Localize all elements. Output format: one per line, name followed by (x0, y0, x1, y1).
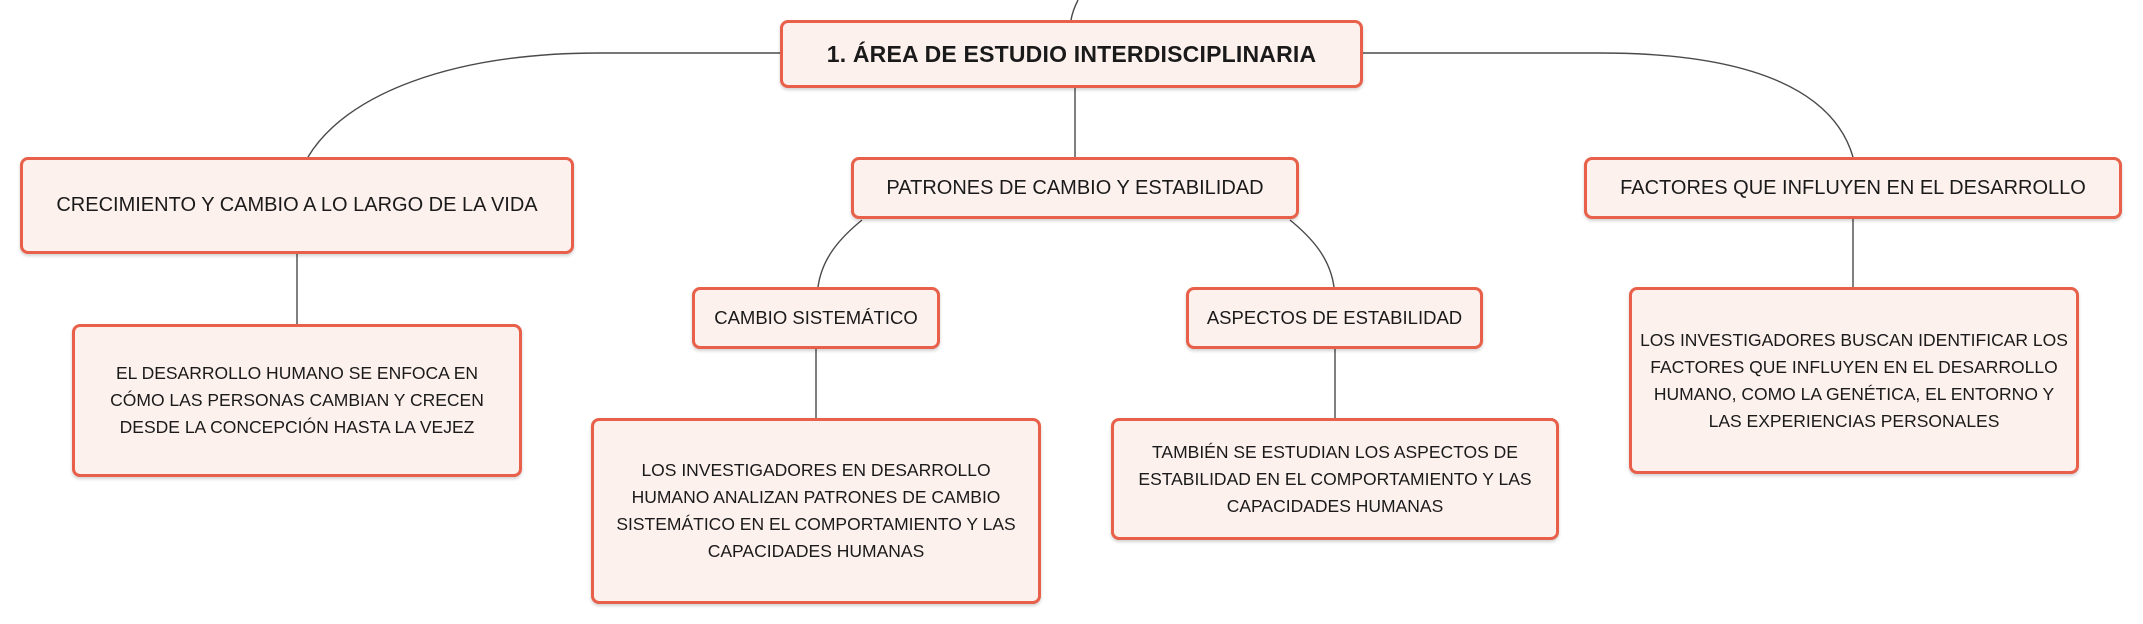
stability-detail-text: TAMBIÉN SE ESTUDIAN LOS ASPECTOS DE ESTABILIDAD EN EL COMPORTAMIENTO Y LAS CAPACIDADES HUMANAS (1138, 441, 1532, 516)
growth-node[interactable] (20, 157, 574, 254)
factors-detail-text: LOS INVESTIGADORES BUSCAN IDENTIFICAR LOS FACTORES QUE INFLUYEN EN EL DESARROLLO HUMANO, COMO LA GENÉTICA, EL ENTORNO Y LAS EXPERIENCIAS PERSONALES (1640, 329, 2068, 431)
systematic-change-detail-text: LOS INVESTIGADORES EN DESARROLLO HUMANO ANALIZAN PATRONES DE CAMBIO SISTEMÁTICO EN EL COMPORTAMIENTO Y LAS CAPACIDADES HUMANAS (616, 460, 1016, 561)
connector-patterns-to-systematic (818, 220, 862, 287)
growth-label: CRECIMIENTO Y CAMBIO A LO LARGO DE LA VIDA (56, 194, 538, 216)
connector-root-to-factors (1362, 53, 1853, 157)
connector-root-to-growth (308, 53, 780, 157)
root-node[interactable] (780, 20, 1363, 88)
systematic-change-node[interactable] (692, 287, 940, 349)
growth-detail-text: EL DESARROLLO HUMANO SE ENFOCA EN CÓMO LAS PERSONAS CAMBIAN Y CRECEN DESDE LA CONCEPCIÓN HASTA LA VEJEZ (110, 363, 484, 437)
patterns-node[interactable] (851, 157, 1299, 219)
stability-label: ASPECTOS DE ESTABILIDAD (1206, 307, 1463, 328)
root-label: 1. ÁREA DE ESTUDIO INTERDISCIPLINARIA (826, 40, 1317, 67)
connector-parent-to-root (1071, 0, 1078, 20)
patterns-label: PATRONES DE CAMBIO Y ESTABILIDAD (886, 176, 1264, 199)
systematic-change-detail-node[interactable] (591, 418, 1041, 604)
stability-node[interactable] (1186, 287, 1483, 349)
factors-label: FACTORES QUE INFLUYEN EN EL DESARROLLO (1620, 176, 2086, 199)
factors-node[interactable] (1584, 157, 2122, 219)
systematic-change-label: CAMBIO SISTEMÁTICO (714, 307, 918, 328)
connector-patterns-to-stability (1290, 220, 1334, 287)
stability-detail-node[interactable] (1111, 418, 1559, 540)
growth-detail-node[interactable] (72, 324, 522, 477)
factors-detail-node[interactable] (1629, 287, 2079, 474)
